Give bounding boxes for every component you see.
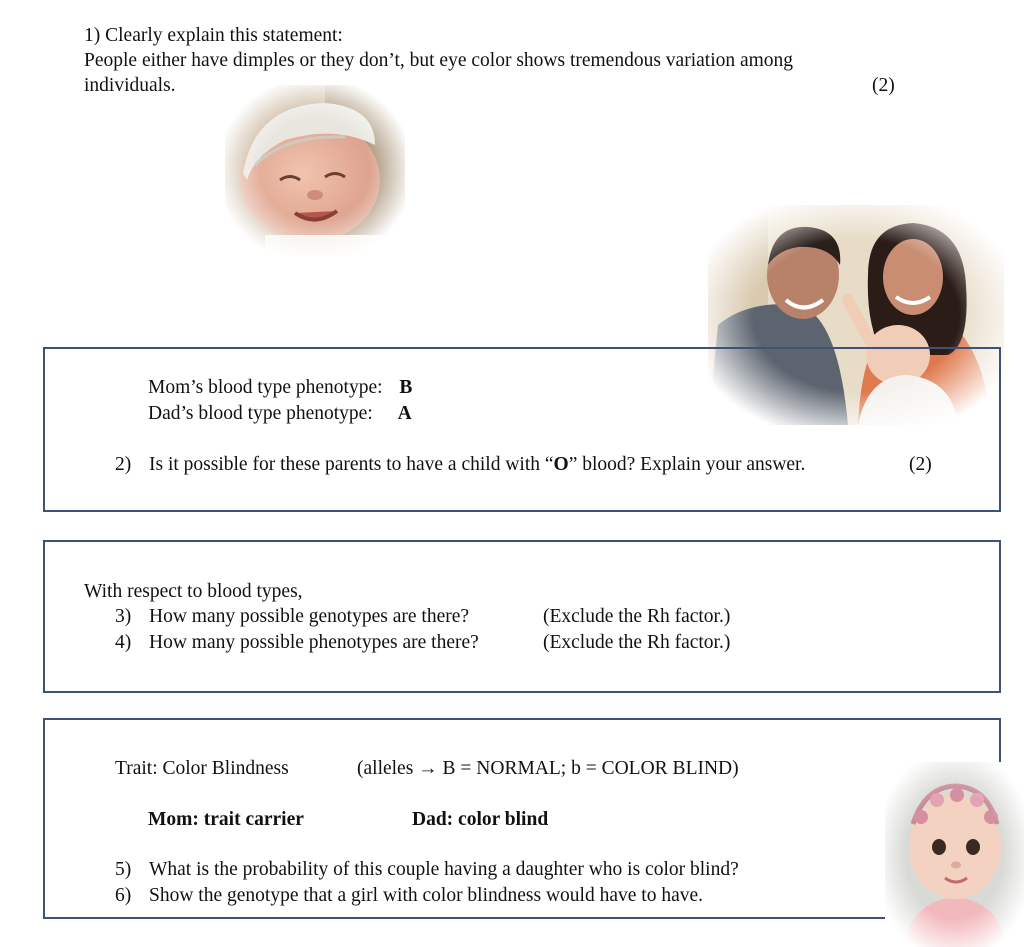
q2-bold-blood-type: O xyxy=(553,454,569,475)
trait-label: Trait: Color Blindness xyxy=(115,758,289,779)
q1-statement-line1: People either have dimples or they don’t, but eye color shows tremendous variation among xyxy=(84,50,794,71)
box2-intro: With respect to blood types, xyxy=(84,581,303,602)
dad-phenotype-value: A xyxy=(397,403,412,424)
q2-text-before: Is it possible for these parents to have a child with “ xyxy=(149,454,554,475)
alleles-label: (alleles → B = NORMAL; b = COLOR BLIND) xyxy=(357,758,739,779)
mom-phenotype-label: Mom’s blood type phenotype: xyxy=(148,377,383,398)
q6-number: 6) xyxy=(115,885,132,906)
q4-text: How many possible phenotypes are there? xyxy=(149,632,479,653)
blood-type-parents-box xyxy=(43,347,1001,512)
q6-text: Show the genotype that a girl with color blindness would have to have. xyxy=(149,885,704,906)
q5-number: 5) xyxy=(115,859,132,880)
q2-number: 2) xyxy=(115,454,132,475)
mom-phenotype-value: B xyxy=(399,377,413,398)
q5-row xyxy=(115,860,739,880)
q6-row xyxy=(115,886,703,906)
dad-phenotype-row xyxy=(148,404,412,424)
q5-text: What is the probability of this couple having a daughter who is color blind? xyxy=(149,859,739,880)
baby-girl-photo xyxy=(885,762,1024,947)
mom-phenotype-row xyxy=(148,378,412,398)
q1-title: 1) Clearly explain this statement: xyxy=(84,25,343,46)
dad-phenotype-label: Dad’s blood type phenotype: xyxy=(148,403,373,424)
q3-row xyxy=(115,607,469,627)
q3-note: (Exclude the Rh factor.) xyxy=(543,606,731,627)
q2-text-after: ” blood? Explain your answer. xyxy=(568,454,806,475)
q3-text: How many possible genotypes are there? xyxy=(149,606,470,627)
dad-trait: Dad: color blind xyxy=(412,809,549,830)
q1-marks: (2) xyxy=(872,75,895,96)
q4-note: (Exclude the Rh factor.) xyxy=(543,632,731,653)
q1-statement-line2: individuals. xyxy=(84,75,176,96)
mom-trait: Mom: trait carrier xyxy=(148,809,304,830)
q4-row xyxy=(115,633,479,653)
q4-number: 4) xyxy=(115,632,132,653)
q2-marks: (2) xyxy=(909,454,932,475)
newborn-baby-photo xyxy=(225,85,405,255)
q2-text xyxy=(115,455,805,475)
q3-number: 3) xyxy=(115,606,132,627)
